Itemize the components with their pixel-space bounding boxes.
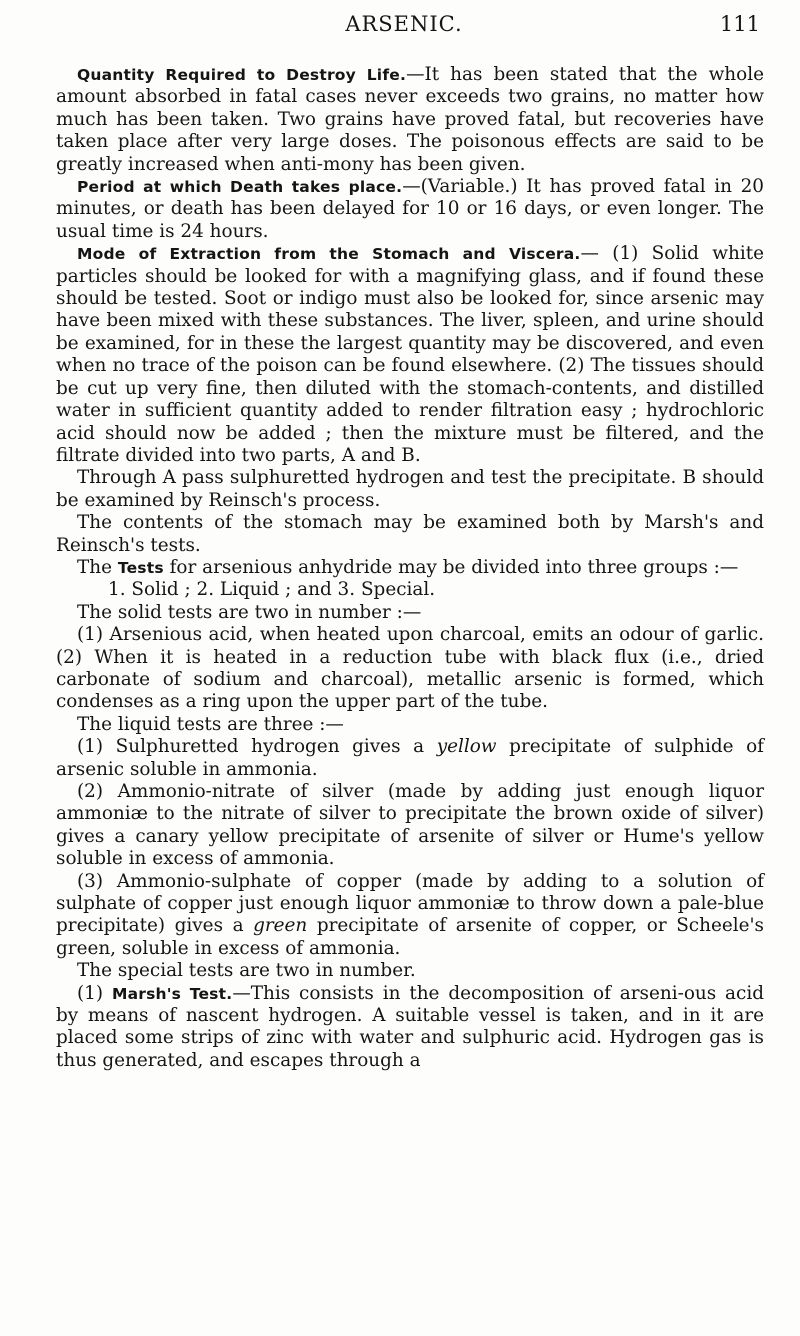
running-header <box>48 12 760 42</box>
paragraph-solid-tests: (1) Arsenious acid, when heated upon charcoal, emits an odour of garlic. (2) When it is heated in a reduction tube with black flux (i.e., dried carbonate of sodium and charcoal), metallic arsenic is formed, which condenses as a ring upon the upper part of the tube. <box>56 624 764 713</box>
paragraph: The special tests are two in number. <box>77 960 416 982</box>
paragraph-liquid-test-3: (3) Ammonio-sulphate of copper (made by adding to a solution of sulphate of copper just enough liquor ammoniæ to throw down a pale-blue precipitate) gives a green precipitate of arsenite of copper, or Scheele's green, soluble in excess of ammonia. <box>56 870 764 959</box>
paragraph-extraction <box>56 243 764 467</box>
emphasis: yellow <box>436 736 497 758</box>
body-text <box>56 64 764 1072</box>
paragraph-liquid-test-1: (1) Sulphuretted hydrogen gives a yellow precipitate of sulphide of arsenic soluble in ammonia. <box>56 736 764 780</box>
run-in-heading: Marsh's Test. <box>111 984 233 1003</box>
paragraph-quantity <box>56 64 764 176</box>
paragraph: The contents of the stomach may be examined both by Marsh's and Reinsch's tests. <box>56 512 764 556</box>
paragraph: The liquid tests are three :— <box>77 713 344 735</box>
paragraph-liquid-test-2: (2) Ammonio-nitrate of silver (made by adding just enough liquor ammoniæ to the nitrate of silver to precipitate the brown oxide of silver) gives a canary yellow precipitate of arsenite of silver or Hume's yellow soluble in excess of ammonia. <box>56 781 764 870</box>
paragraph-tests <box>56 557 764 579</box>
paragraph-text: — (1) Solid white particles should be looked for with a magnifying glass, and if found these should be tested. Soot or indigo must also be looked for, since arsenic may have been mixed with these substances. The liver, spleen, and urine should be examined, for in these the largest quantity may be discovered, and even when no trace of the poison can be found elsewhere. (2) The tissues should be cut up very fine, then diluted with the stomach-contents, and distilled water in sufficient quantity added to render filtration easy ; hydrochloric acid should now be added ; then the mixture must be filtered, and the filtrate divided into two parts, A and B. <box>56 243 764 466</box>
run-in-heading: Tests <box>117 558 164 577</box>
paragraph-text: for arsenious anhydride may be divided into three groups :— <box>169 556 739 578</box>
test-groups-list: 1. Solid ; 2. Liquid ; and 3. Special. <box>108 579 436 601</box>
paragraph-prefix: (1) <box>77 982 104 1004</box>
paragraph-text: —It has been stated that the whole amount absorbed in fatal cases never exceeds two grains, no matter how much has been taken. Two grains have proved fatal, but recoveries have taken place after very large doses. The poisonous effects are said to be greatly increased when anti-mony has been given. <box>56 64 764 175</box>
page-number: 111 <box>719 12 760 36</box>
paragraph-period <box>56 176 764 243</box>
paragraph-prefix: The <box>77 556 112 578</box>
run-in-heading: Quantity Required to Destroy Life. <box>77 66 407 84</box>
run-in-heading: Mode of Extraction from the Stomach and Viscera. <box>77 245 581 264</box>
paragraph: Through A pass sulphuretted hydrogen and test the precipitate. B should be examined by Reinsch's process. <box>56 467 764 511</box>
running-title: ARSENIC. <box>345 12 463 36</box>
run-in-heading: Period at which Death takes place. <box>77 178 403 197</box>
emphasis: green <box>253 915 308 937</box>
paragraph-marsh-test <box>56 983 764 1073</box>
paragraph-text: —This consists in the decomposition of arseni-ous acid by means of nascent hydrogen. A suitable vessel is taken, and in it are placed some strips of zinc with water and sulphuric acid. Hydrogen gas is thus generated, and escapes through a <box>56 982 764 1071</box>
paragraph-text: —(Variable.) It has proved fatal in 20 minutes, or death has been delayed for 10 or 16 days, or even longer. The usual time is 24 hours. <box>56 176 764 242</box>
paragraph: The solid tests are two in number :— <box>77 601 422 623</box>
